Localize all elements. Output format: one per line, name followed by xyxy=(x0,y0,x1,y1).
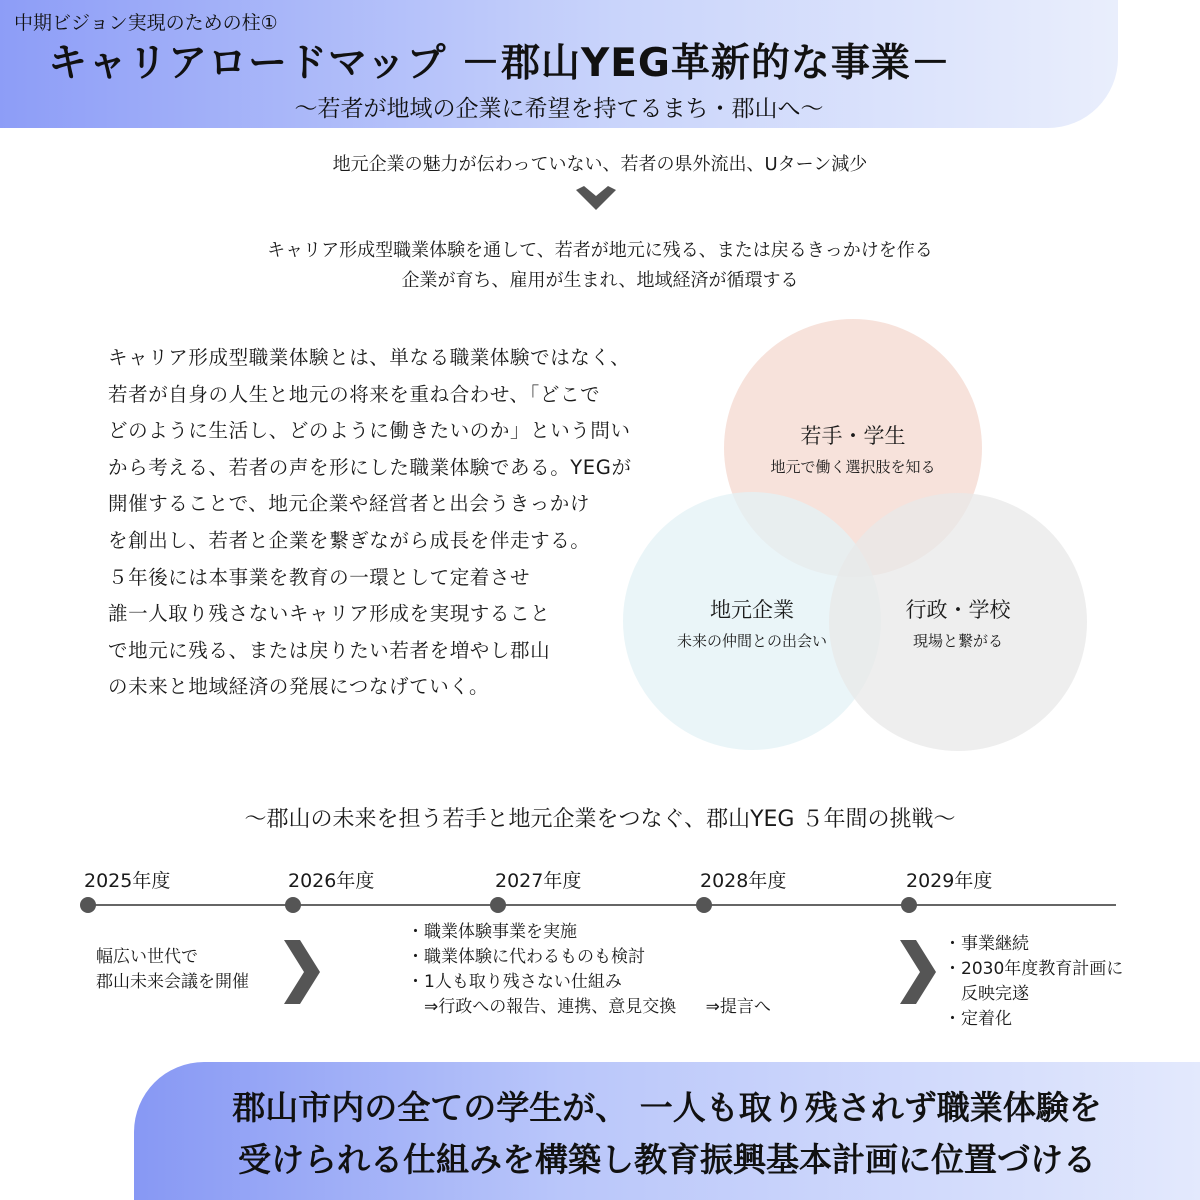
timeline-step-line xyxy=(407,995,771,1020)
timeline-step-text: ⇒行政への報告、連携、意見交換 xyxy=(407,997,677,1017)
chevron-right-icon xyxy=(282,940,322,1004)
timeline-step-line: ・1人も取り残さない仕組み xyxy=(407,972,622,992)
chevron-right-icon xyxy=(898,940,938,1004)
venn-youth-subtitle: 地元で働く選択肢を知る xyxy=(770,458,936,476)
venn-government-subtitle: 現場と繋がる xyxy=(912,632,1003,650)
venn-youth-title: 若手・学生 xyxy=(800,424,906,448)
intro-line: どのように生活し、どのように働きたいのか」という問い xyxy=(108,419,631,443)
venn-companies-title: 地元企業 xyxy=(710,598,794,622)
venn-companies-subtitle: 未来の仲間との出会い xyxy=(676,632,827,650)
page-title: キャリアロードマップ －郡山YEG革新的な事業－ xyxy=(48,41,951,86)
timeline-line xyxy=(88,904,1116,906)
venn-circles xyxy=(610,310,1100,770)
timeline-step-line: 幅広い世代で xyxy=(96,947,198,967)
venn-diagram xyxy=(610,310,1100,770)
timeline-step-line: 郡山未来会議を開催 xyxy=(96,972,249,992)
timeline-year: 2027年度 xyxy=(495,870,582,892)
intro-line: 若者が自身の人生と地元の将来を重ね合わせ、「どこで xyxy=(108,382,601,406)
timeline-step-line: ・2030年度教育計画に xyxy=(944,959,1124,979)
intro-line: から考える、若者の声を形にした職業体験である。YEGが xyxy=(108,455,632,479)
intro-line: 誰一人取り残さないキャリア形成を実現すること xyxy=(108,602,551,626)
timeline-step-3 xyxy=(944,932,1123,1032)
footer-line-2: 受けられる仕組みを構築し教育振興基本計画に位置づける xyxy=(238,1140,1096,1179)
timeline-dot xyxy=(696,897,712,913)
venn-label-companies xyxy=(632,594,872,651)
timeline-step-line: ・職業体験に代わるものも検討 xyxy=(407,947,645,967)
timeline-step-line: ・職業体験事業を実施 xyxy=(407,922,577,942)
timeline-year: 2025年度 xyxy=(84,870,171,892)
intro-line: の未来と地域経済の発展につなげていく。 xyxy=(108,675,490,699)
venn-label-youth xyxy=(733,420,973,477)
challenge-title: ～郡山の未来を担う若手と地元企業をつなぐ、郡山YEG ５年間の挑戦～ xyxy=(244,807,956,832)
chevron-down-icon xyxy=(576,186,616,212)
timeline-step-line: ・定着化 xyxy=(944,1009,1012,1029)
timeline-step-text: ⇒提言へ xyxy=(705,997,771,1017)
header-tagline: ～若者が地域の企業に希望を持てるまち・郡山へ～ xyxy=(294,96,824,122)
header-subtitle: 中期ビジョン実現のための柱① xyxy=(14,12,278,34)
timeline-year: 2026年度 xyxy=(288,870,375,892)
intro-line: を創出し、若者と企業を繋ぎながら成長を伴走する。 xyxy=(108,528,591,552)
goal-line-2: 企業が育ち、雇用が生まれ、地域経済が循環する xyxy=(401,270,799,291)
timeline-dot xyxy=(80,897,96,913)
timeline-step-line: 反映完遂 xyxy=(944,984,1029,1004)
timeline-step-2 xyxy=(407,920,771,1020)
timeline-step-1 xyxy=(96,945,249,995)
timeline-dot xyxy=(901,897,917,913)
timeline-year: 2029年度 xyxy=(906,870,993,892)
venn-label-government xyxy=(848,594,1068,651)
goal-line-1: キャリア形成型職業体験を通して、若者が地元に残る、または戻るきっかけを作る xyxy=(267,240,933,261)
intro-line: で地元に残る、または戻りたい若者を増やし郡山 xyxy=(108,638,551,662)
problem-statement: 地元企業の魅力が伝わっていない、若者の県外流出、Uターン減少 xyxy=(332,154,868,175)
venn-government-title: 行政・学校 xyxy=(905,598,1011,622)
intro-line: ５年後には本事業を教育の一環として定着させ xyxy=(108,565,531,589)
intro-line: 開催することで、地元企業や経営者と出会うきっかけ xyxy=(108,492,591,516)
footer-line-1: 郡山市内の全ての学生が、 一人も取り残されず職業体験を xyxy=(232,1088,1102,1127)
intro-line: キャリア形成型職業体験とは、単なる職業体験ではなく、 xyxy=(108,346,631,369)
timeline-year: 2028年度 xyxy=(700,870,787,892)
timeline-step-line: ・事業継続 xyxy=(944,934,1029,954)
timeline-dot xyxy=(490,897,506,913)
timeline-dot xyxy=(285,897,301,913)
